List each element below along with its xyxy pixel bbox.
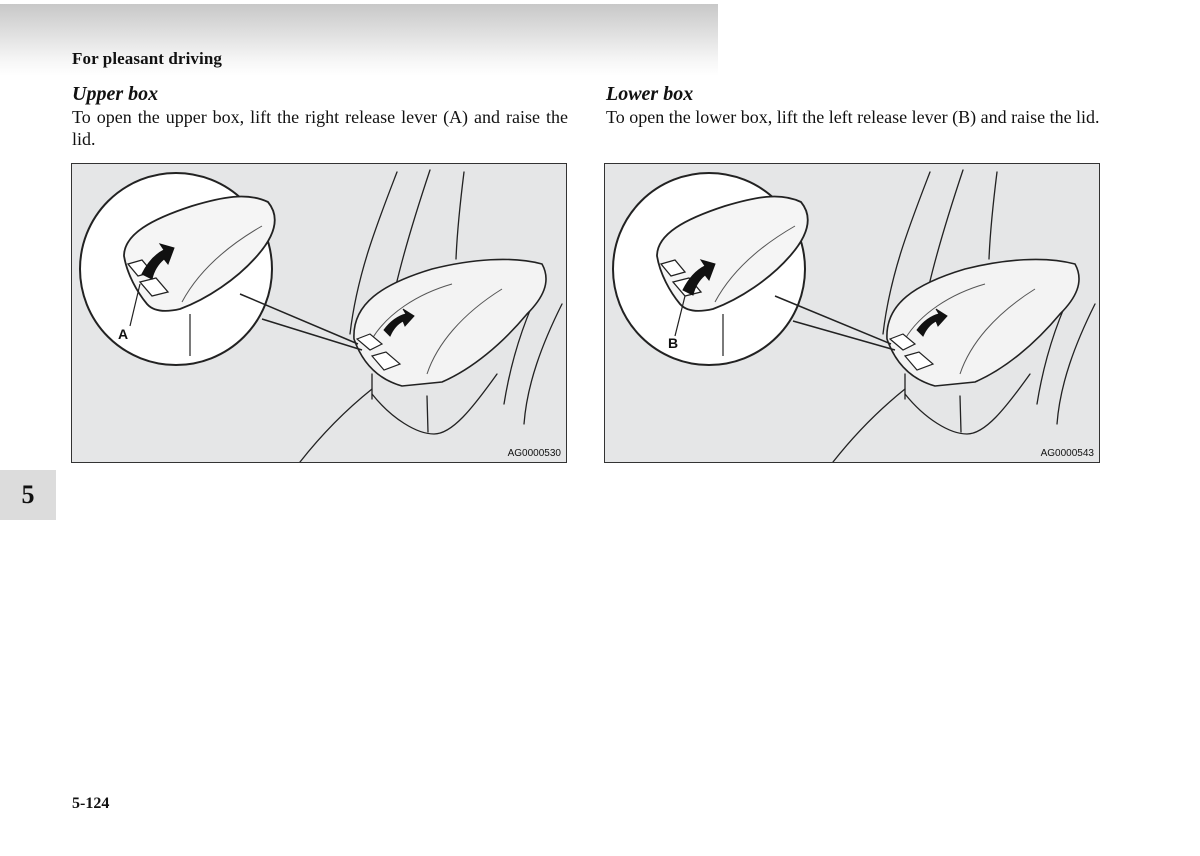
upper-box-illustration [71,163,567,463]
lower-box-illustration [604,163,1100,463]
figure-code: AG0000530 [507,448,561,459]
chapter-tab: 5 [0,470,56,520]
lower-box-section [606,82,1102,128]
armrest-illustration [72,164,566,462]
upper-box-text: To open the upper box, lift the right release lever (A) and raise the lid. [72,107,568,149]
lever-a-label: A [118,326,129,342]
armrest-illustration [605,164,1099,462]
lever-b-label: B [668,335,679,351]
lower-box-title: Lower box [606,83,694,105]
upper-box-title: Upper box [72,83,159,105]
figure-code: AG0000543 [1040,448,1094,459]
page-number: 5-124 [72,795,110,812]
lower-box-text: To open the lower box, lift the left release lever (B) and raise the lid. [606,107,1100,127]
section-heading: For pleasant driving [72,49,222,68]
upper-box-section [72,82,568,150]
